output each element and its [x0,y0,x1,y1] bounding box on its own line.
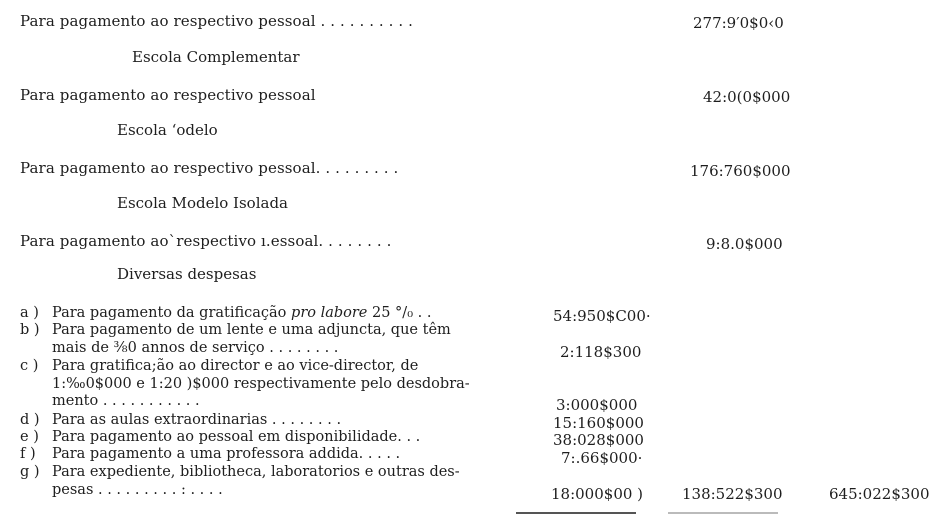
subtotal-diversas: 138:522$300 [682,485,783,503]
line-pessoal-3: Para pagamento ao respectivo pessoal. . . . . . . . . [20,159,399,177]
line-pessoal-4: Para pagamento ao`respectivo ı.essoal. . . . . . . . [20,232,392,250]
item-text-c-3: mento . . . . . . . . . . . [52,393,200,409]
line-pessoal-1: Para pagamento ao respectivo pessoal . . . . . . . . . . [20,12,414,30]
amount-item-g: 18:000$00 ) [551,485,644,503]
item-text-c-2: 1:‰0$000 e 1:20 )$000 respectivamente pelo desdobra- [52,376,470,392]
amount-pessoal-1: 277:9′0$0‹0 [693,14,784,32]
amount-pessoal-3: 176:760$000 [690,162,791,180]
heading-diversas-despesas: Diversas despesas [117,265,257,283]
heading-escola-complementar: Escola Complementar [132,48,300,66]
item-text-c-1: Para gratifica;ão ao director e ao vice-director, de [52,358,419,374]
item-letter-e: e ) [20,429,39,445]
item-text-g-1: Para expediente, bibliotheca, laboratorios e outras des- [52,464,460,480]
heading-escola-modelo-isolada: Escola Modelo Isolada [117,194,288,212]
amount-pessoal-4: 9:8.0$000 [706,235,783,253]
heading-escola-modelo: Escola ‘odelo [117,121,218,139]
grand-total: 645:022$300 [829,485,930,503]
amount-item-f: 7:.66$000· [561,449,643,467]
item-letter-c: c ) [20,358,39,374]
sum-rule-right [668,512,778,514]
item-text-a: Para pagamento da gratificação pro labore 25 °/₀ . . [52,305,432,321]
item-letter-d: d ) [20,412,40,428]
line-pessoal-2: Para pagamento ao respectivo pessoal [20,86,316,104]
item-text-e: Para pagamento ao pessoal em disponibilidade. . . [52,429,421,445]
item-letter-g: g ) [20,464,40,480]
item-letter-b: b ) [20,322,40,338]
amount-item-b: 2:118$300 [560,343,642,361]
amount-item-a: 54:950$C00· [553,307,651,325]
item-text-b-2: mais de ⅜0 annos de serviço . . . . . . . . [52,340,339,356]
amount-item-e: 38:028$000 [553,431,644,449]
amount-pessoal-2: 42:0(0$000 [703,88,791,106]
item-text-f: Para pagamento a uma professora addida. . . . . [52,446,401,462]
item-text-g-2: pesas . . . . . . . . . : . . . . [52,482,223,498]
sum-rule-left [516,512,636,514]
amount-item-d: 15:160$000 [553,414,644,432]
item-text-d: Para as aulas extraordinarias . . . . . . . . [52,412,342,428]
item-text-b-1: Para pagamento de um lente e uma adjuncta, que têm [52,322,451,338]
item-letter-f: f ) [20,446,36,462]
item-letter-a: a ) [20,305,39,321]
amount-item-c: 3:000$000 [556,396,638,414]
